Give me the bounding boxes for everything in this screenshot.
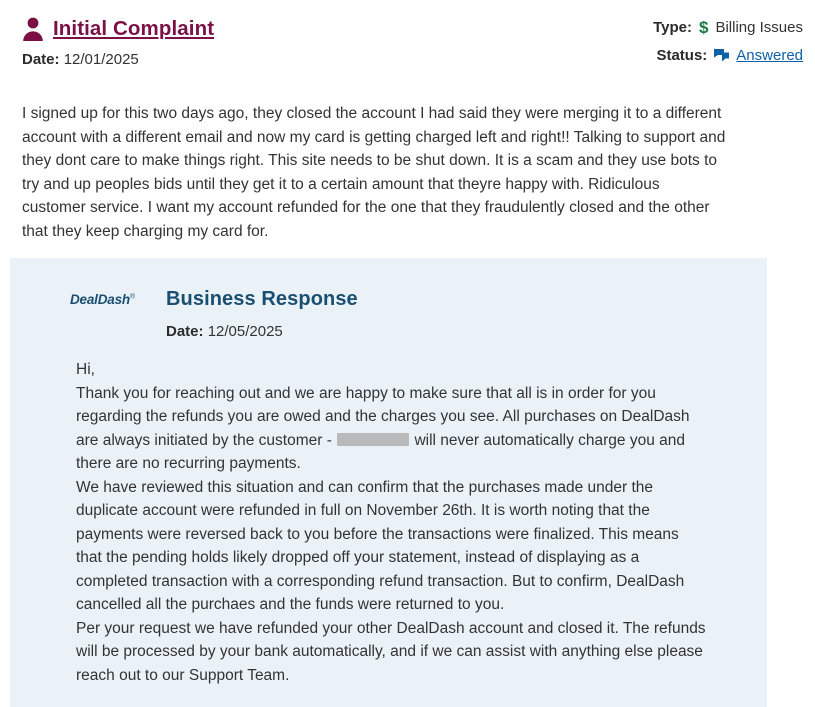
complaint-date-value: 12/01/2025 <box>63 51 139 68</box>
chat-bubbles-icon <box>713 48 730 63</box>
complaint-title-row <box>22 16 214 42</box>
person-icon <box>22 16 44 42</box>
complaint-header-right <box>653 19 803 64</box>
business-response-date-value: 12/05/2025 <box>207 323 283 340</box>
complaint-header <box>0 0 815 88</box>
business-response-body <box>10 340 767 707</box>
redacted-text-block <box>337 433 409 446</box>
complaint-header-left <box>22 16 214 68</box>
complaint-type-value: Billing Issues <box>715 19 803 36</box>
business-response-panel <box>10 258 767 707</box>
complaint-date <box>22 51 214 68</box>
response-paragraph-1-part-2: will never automatically charge you and there are no recurring payments. <box>76 431 686 472</box>
complaint-status-label: Status: <box>656 47 708 64</box>
complaint-text: I signed up for this two days ago, they closed the account I had said they were merging it to a different account with a different email and now my card is getting charged left and right!! Talking to support and they dont care to make things right. This site needs to be shut down. It is a scam and they use bots to try and up peoples bids until they get it to a certain amount that theyre happy with. Ridiculous customer service. I want my account refunded for the one that they fraudulently closed and the other that they keep charging my card for. <box>22 105 726 240</box>
response-paragraph-3: Per your request we have refunded your other DealDash account and closed it. The refunds will be processed by your bank automatically, and if we can assist with anything else please reach out to our Support Team. <box>76 619 706 684</box>
dealdash-logo <box>70 292 154 307</box>
complaint-date-label: Date: <box>22 51 60 68</box>
dealdash-logo-text: DealDash <box>70 292 130 307</box>
response-paragraph-2: We have reviewed this situation and can confirm that the purchases made under the duplicate account were refunded in full on November 26th. It is worth noting that the payments were reversed back to you before the transactions were finalized. This means that the pending holds likely dropped off your statement, instead of displaying as a completed transaction with a corresponding refund transaction. But to confirm, DealDash cancelled all the purchaes and the funds were returned to you. <box>76 478 685 613</box>
response-paragraph-1 <box>76 382 707 476</box>
response-paragraph-1-part-1: Thank you for reaching out and we are happy to make sure that all is in order for you regarding the refunds you are owed and the charges you see. All purchases on DealDash are always initiated by the customer - <box>76 384 690 449</box>
complaint-status-link[interactable]: Answered <box>736 47 803 64</box>
complaint-status-row <box>653 47 803 64</box>
business-response-date-label: Date: <box>166 323 204 340</box>
business-response-header <box>10 280 767 340</box>
complaint-type-row <box>653 19 803 36</box>
business-response-date <box>166 323 358 340</box>
complaint-title-link[interactable]: Initial Complaint <box>53 17 215 40</box>
business-response-title: Business Response <box>166 288 358 310</box>
dealdash-logo-tm: ® <box>129 293 135 301</box>
business-response-title-block <box>166 280 358 340</box>
response-greeting: Hi, <box>76 361 95 378</box>
dollar-icon: $ <box>698 18 709 37</box>
complaint-type-label: Type: <box>653 19 692 36</box>
